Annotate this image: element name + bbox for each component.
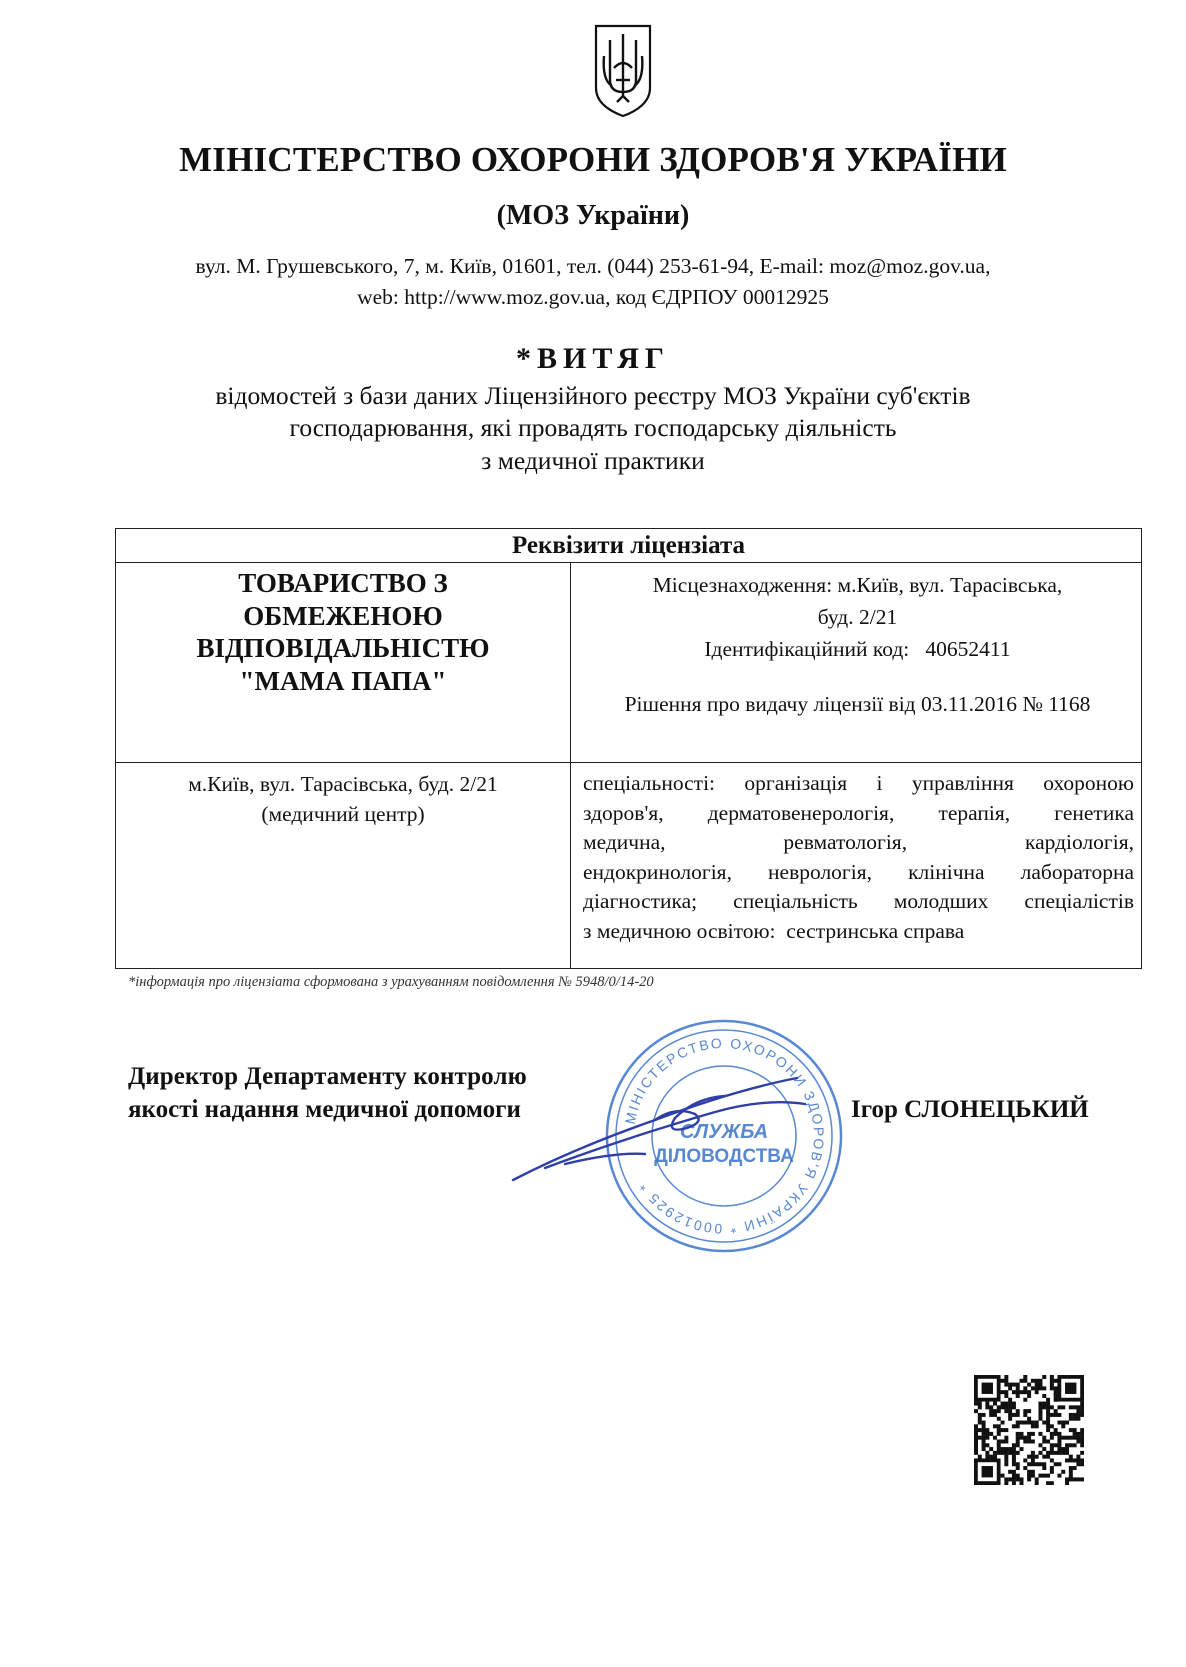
licensee-details: [572, 569, 1143, 665]
svg-text:ДІЛОВОДСТВА: ДІЛОВОДСТВА: [654, 1146, 794, 1167]
branch-address: [116, 769, 570, 829]
licensee-table: [115, 528, 1142, 969]
location-line: Місцезнаходження: м.Київ, вул. Тарасівська,: [652, 573, 1063, 597]
qr-code-icon: [974, 1375, 1084, 1485]
company-name-line: ОБМЕЖЕНОЮ: [243, 600, 443, 631]
extract-description: господарювання, які провадять господарську діяльність: [289, 413, 897, 442]
signatory-name: Ігор СЛОНЕЦЬКИЙ: [851, 1096, 1089, 1123]
company-name: [116, 567, 570, 697]
table-header: Реквізити ліцензіата: [116, 529, 1141, 563]
column-divider: [570, 562, 571, 968]
specialties-line: здоров'я, дерматовенерологія, терапія, генетика: [583, 800, 1134, 825]
contact-web: web: http://www.moz.gov.ua, код ЄДРПОУ 00012925: [357, 285, 829, 309]
specialties-line: діагностика; спеціальність молодших спеціалістів: [583, 889, 1134, 913]
director-title: якості надання медичної допомоги: [128, 1096, 521, 1123]
identification-code: Ідентифікаційний код: 40652411: [704, 637, 1011, 661]
company-name-line: "МАМА ПАПА": [239, 665, 447, 696]
company-name-line: ТОВАРИСТВО З: [238, 568, 448, 598]
extract-title: *ВИТЯГ: [516, 342, 670, 375]
specialties: [583, 769, 1134, 946]
svg-text:МІНІСТЕРСТВО ОХОРОНИ ЗДОРОВ'Я: МІНІСТЕРСТВО ОХОРОНИ ЗДОРОВ'Я УКРАЇНИ * 00012925 *: [621, 1034, 828, 1238]
specialties-line: медична, ревматологія, кардіологія,: [583, 830, 1134, 854]
branch-type: (медичний центр): [261, 802, 425, 826]
coat-of-arms-icon: [590, 22, 656, 120]
license-decision: Рішення про видачу ліцензії від 03.11.2016 № 1168: [624, 692, 1091, 716]
branch-address-line: м.Київ, вул. Тарасівська, буд. 2/21: [188, 772, 498, 796]
extract-description: з медичної практики: [481, 446, 705, 475]
footnote: *інформація про ліцензіата сформована з урахуванням повідомлення № 5948/0/14-20: [128, 974, 654, 990]
specialties-line: ендокринологія, неврологія, клінічна лабораторна: [583, 859, 1134, 884]
location-line: буд. 2/21: [817, 605, 898, 629]
svg-text:СЛУЖБА: СЛУЖБА: [679, 1121, 769, 1143]
specialties-line: спеціальності: організація і управління охороною: [583, 771, 1134, 795]
contact-address: вул. М. Грушевського, 7, м. Київ, 01601, тел. (044) 253-61-94, E-mail: moz@moz.gov.ua,: [195, 254, 991, 278]
row-divider: [116, 762, 1141, 763]
specialties-line: з медичною освітою: сестринська справа: [583, 918, 965, 943]
company-name-line: ВІДПОВІДАЛЬНІСТЮ: [196, 633, 490, 663]
handwritten-signature-icon: [505, 1068, 845, 1188]
director-title: Директор Департаменту контролю: [128, 1063, 527, 1090]
ministry-title: МІНІСТЕРСТВО ОХОРОНИ ЗДОРОВ'Я УКРАЇНИ: [179, 140, 1007, 179]
extract-description: відомостей з бази даних Ліцензійного реєстру МОЗ України суб'єктів: [215, 381, 971, 410]
ministry-abbreviation: (МОЗ України): [496, 200, 690, 231]
